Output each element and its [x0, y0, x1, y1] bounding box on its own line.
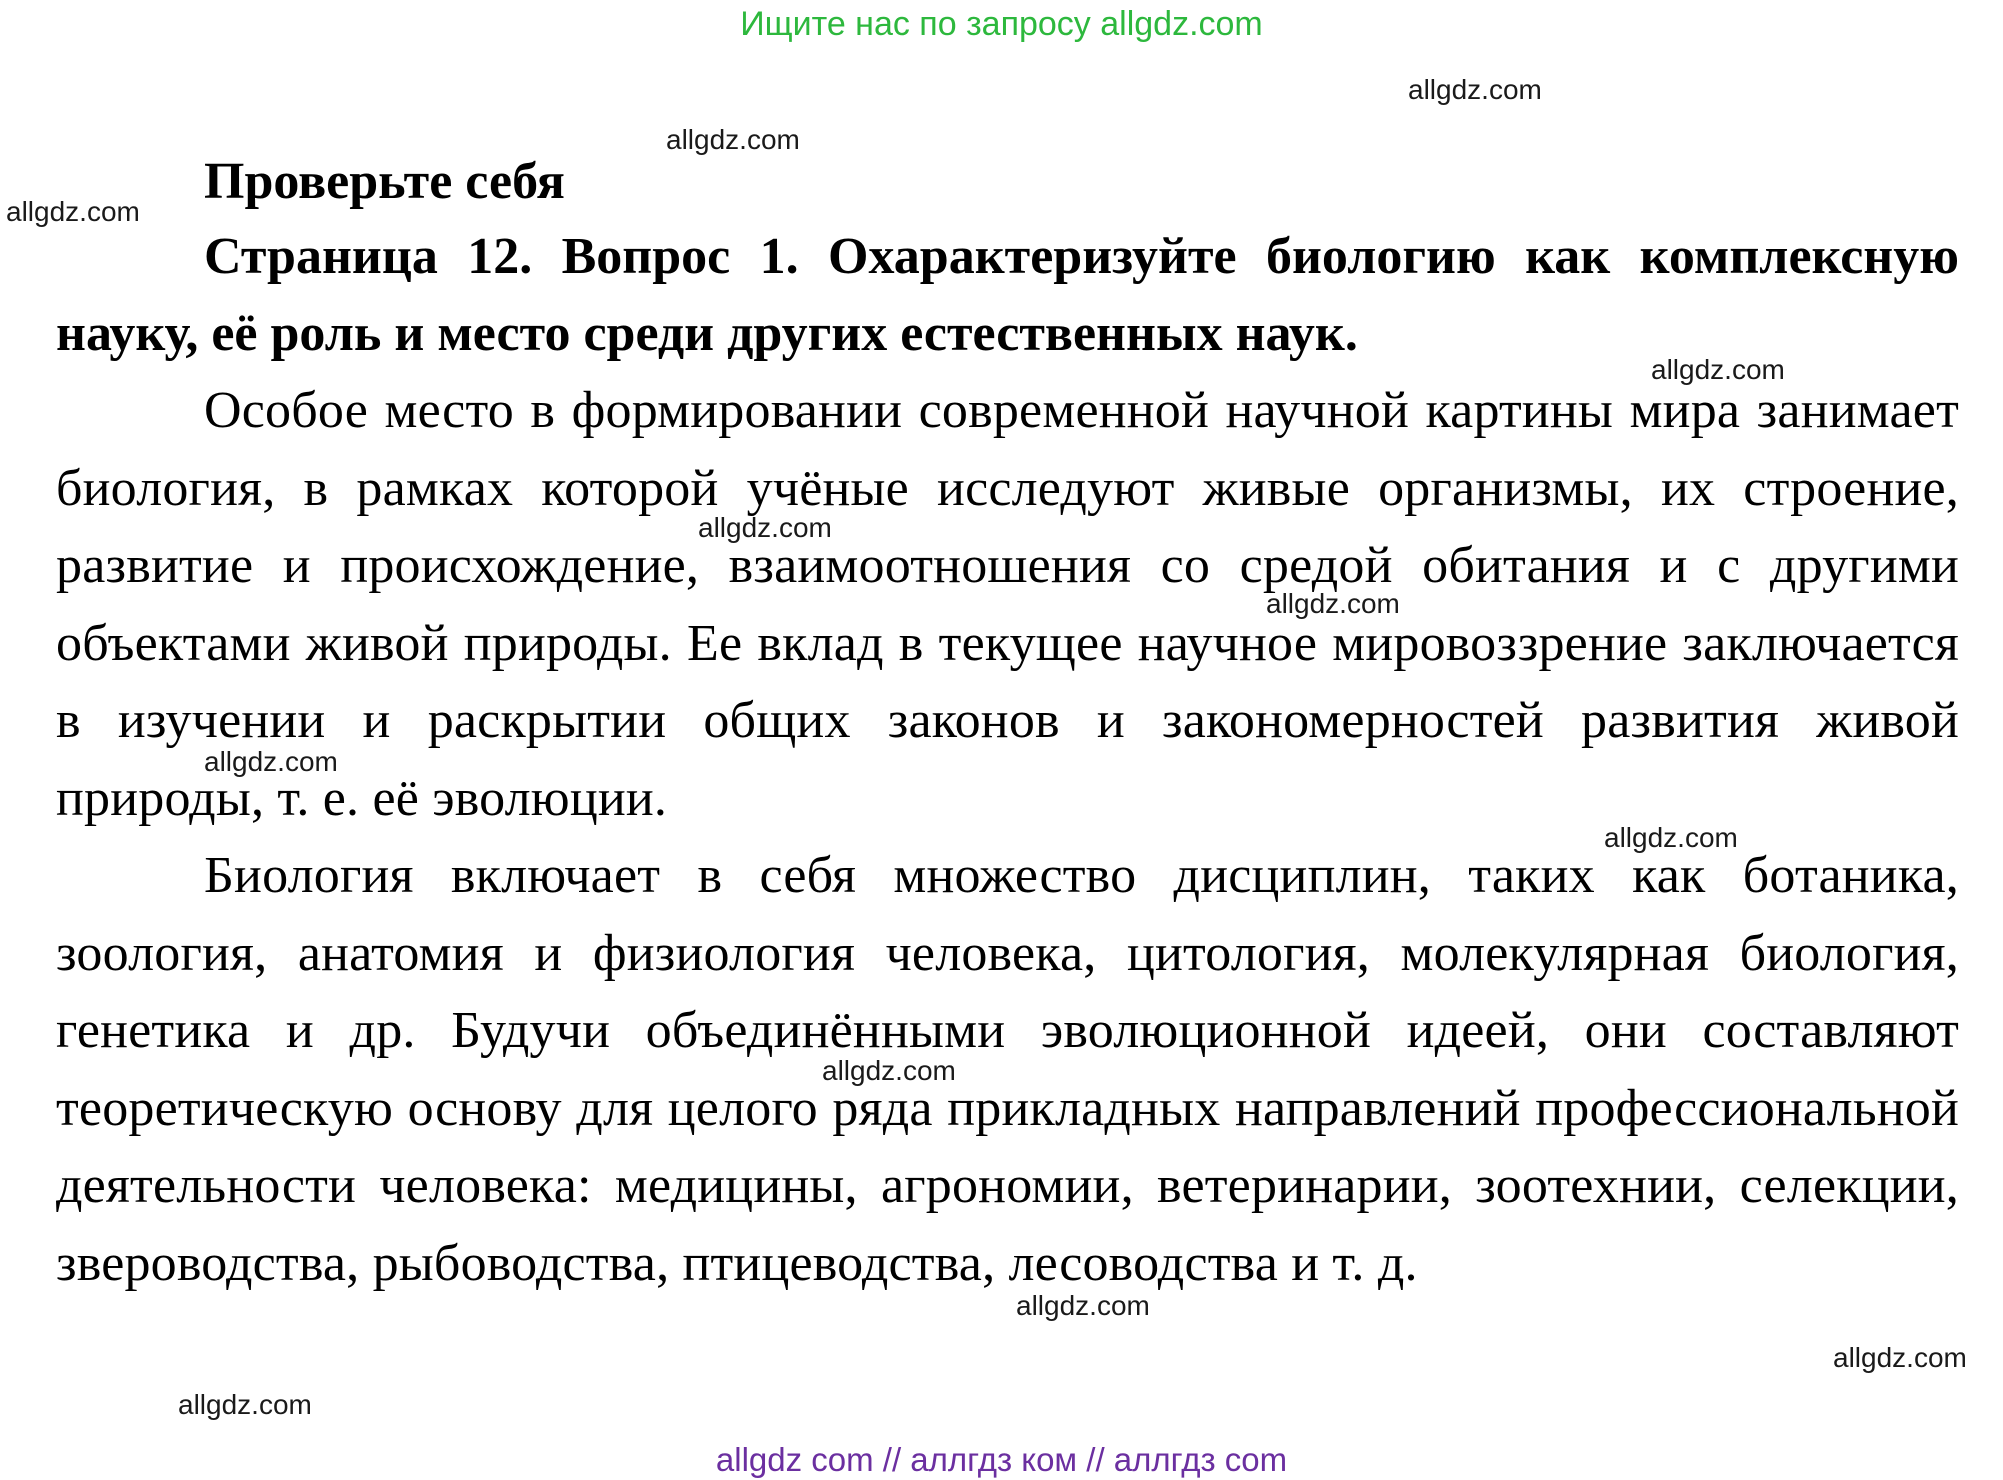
section-title: Проверьте себя — [204, 153, 565, 210]
watermark: allgdz.com — [178, 1389, 312, 1420]
watermark: allgdz.com — [666, 124, 800, 155]
top-banner[interactable]: Ищите нас по запросу allgdz.com — [740, 5, 1263, 43]
watermark: allgdz.com — [1408, 74, 1542, 105]
watermark: allgdz.com — [1833, 1342, 1967, 1373]
watermark: allgdz.com — [698, 512, 832, 543]
bottom-banner[interactable]: allgdz com // аллгдз ком // аллгдз com — [715, 1441, 1288, 1478]
answer-paragraph-2: Биология включает в себя множество дисциплин, таких как ботаника, зоология, анатомия и физиология человека, цитология, молекулярная биология, генетика и др. Будучи объединёнными эволюционной идеей, они составляют теоретическую основу для целого ряда прикладных направлений профессиональной деятельности человека: медицины, агрономии, ветеринарии, зоотехнии, селекции, звероводства, рыбоводства, птицеводства, лесоводства и т. д. — [56, 847, 1959, 1292]
watermark: allgdz.com — [1016, 1290, 1150, 1321]
watermark: allgdz.com — [1266, 588, 1400, 619]
watermark: allgdz.com — [1604, 822, 1738, 853]
watermark: allgdz.com — [822, 1055, 956, 1086]
watermark: allgdz.com — [1651, 354, 1785, 385]
watermark: allgdz.com — [204, 746, 338, 777]
document-body — [56, 146, 1959, 1302]
watermark: allgdz.com — [6, 196, 140, 227]
answer-paragraph-1: Особое место в формировании современной научной картины мира занимает биология, в рамках которой учёные исследуют живые организмы, их строение, развитие и происхождение, взаимоотношения со средой обитания и с другими объектами живой природы. Ее вклад в текущее научное мировоззрение заключается в изучении и раскрытии общих законов и закономерностей развития живой природы, т. е. её эволюции. — [56, 382, 1959, 827]
question-heading: Страница 12. Вопрос 1. Охарактеризуйте биологию как комплексную науку, её роль и место среди других естественных наук. — [56, 228, 1959, 362]
